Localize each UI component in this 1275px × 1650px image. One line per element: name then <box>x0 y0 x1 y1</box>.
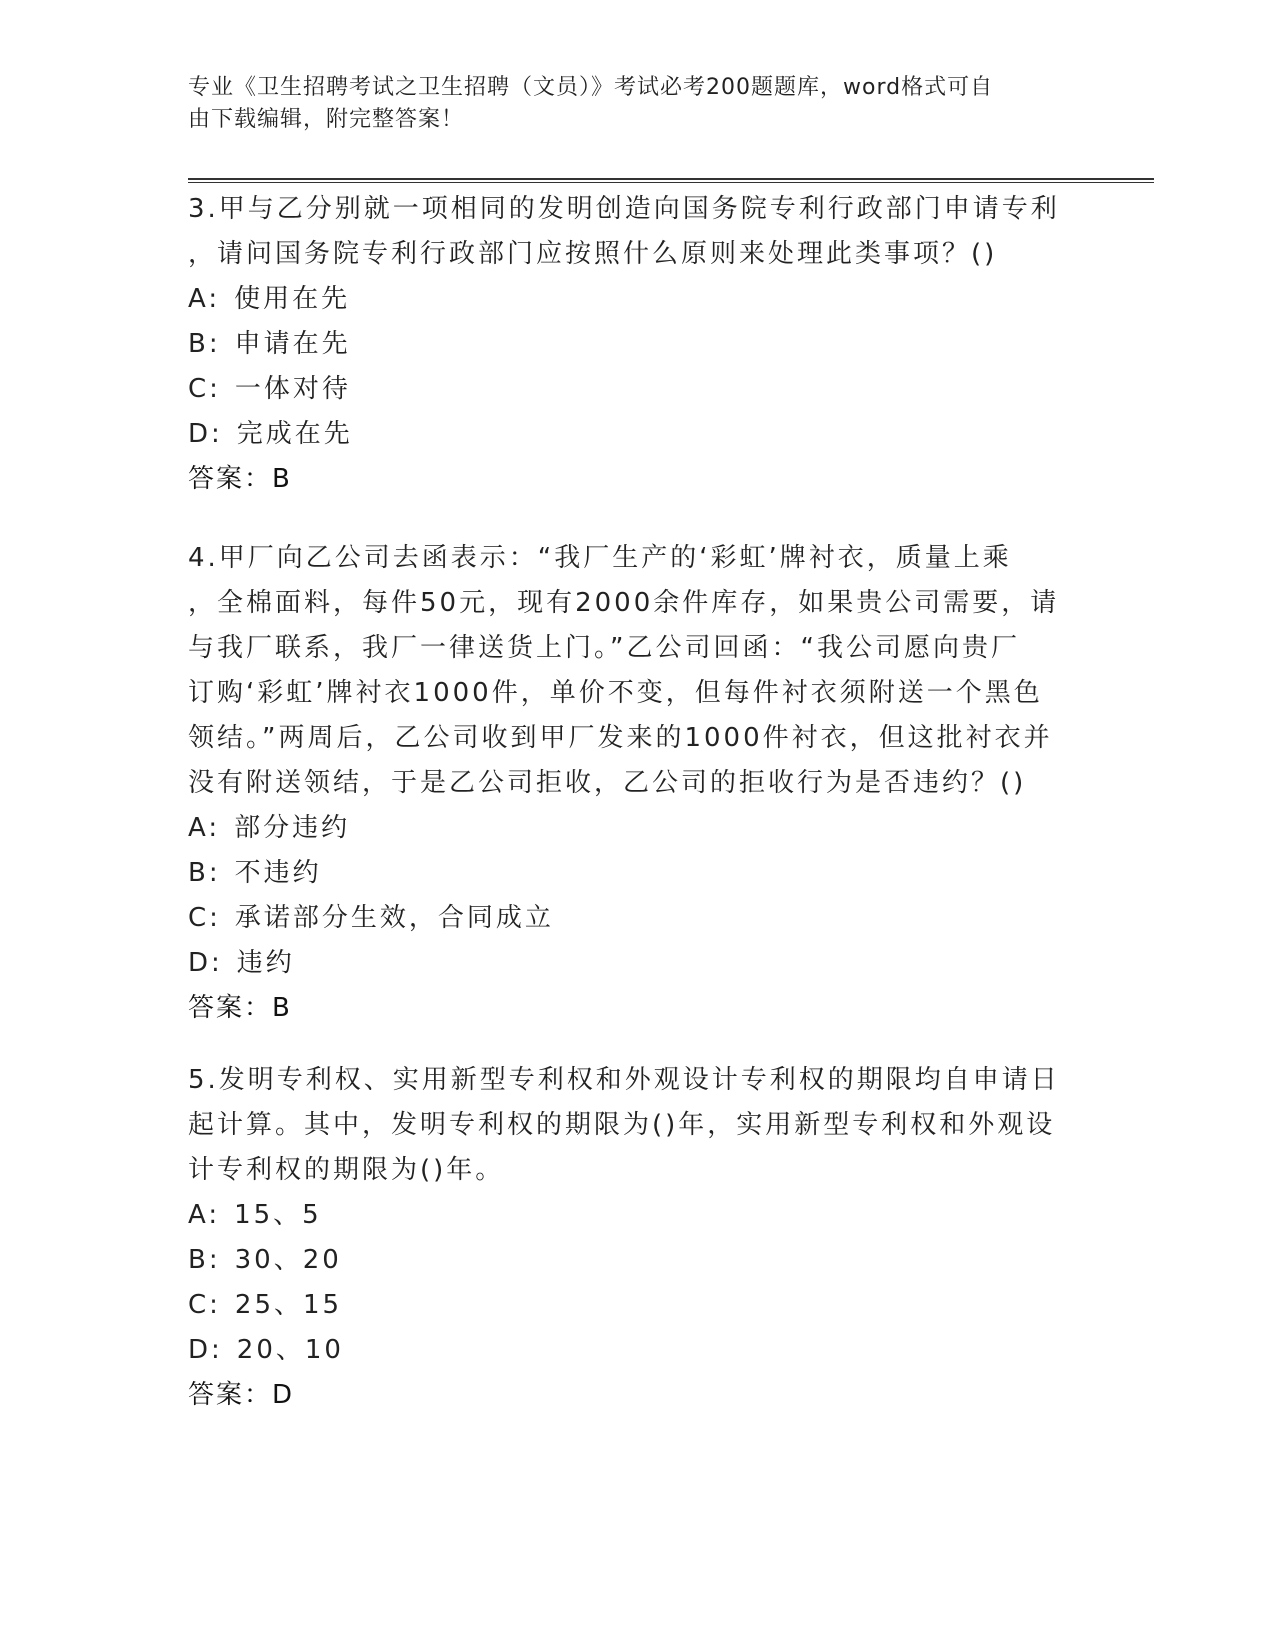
option-letter: D: <box>188 419 223 449</box>
header-line: 由下载编辑，附完整答案！ <box>188 107 465 132</box>
document-header <box>188 72 1068 136</box>
question-text-line: 领结。”两周后，乙公司收到甲厂发来的1000件衬衣，但这批衬衣并 <box>188 723 1053 753</box>
option-letter: C: <box>188 1290 221 1320</box>
option-text: 部分违约 <box>234 813 351 843</box>
option-a <box>188 806 1088 851</box>
question-text-line: ，全棉面料，每件50元，现有2000余件库存，如果贵公司需要，请 <box>188 588 1060 618</box>
option-text: 完成在先 <box>236 419 353 449</box>
question-text-line: 与我厂联系，我厂一律送货上门。”乙公司回函：“我公司愿向贵厂 <box>188 633 1020 663</box>
option-text: 25、15 <box>234 1290 343 1320</box>
option-d <box>188 1328 1088 1373</box>
option-letter: A: <box>188 284 221 314</box>
option-text: 不违约 <box>234 858 322 888</box>
option-text: 使用在先 <box>234 284 351 314</box>
option-text: 15、5 <box>234 1200 322 1230</box>
option-letter: B: <box>188 858 221 888</box>
option-letter: B: <box>188 329 221 359</box>
option-letter: D: <box>188 948 223 978</box>
option-text: 申请在先 <box>234 329 351 359</box>
option-text: 30、20 <box>234 1245 342 1275</box>
option-a <box>188 1193 1088 1238</box>
option-text: 承诺部分生效，合同成立 <box>234 903 554 933</box>
option-letter: C: <box>188 374 221 404</box>
question-5 <box>188 1058 1088 1418</box>
question-text-line: 起计算。其中，发明专利权的期限为()年，实用新型专利权和外观设 <box>188 1110 1056 1140</box>
question-text-line: 4.甲厂向乙公司去函表示：“我厂生产的‘彩虹’牌衬衣，质量上乘 <box>188 543 1012 573</box>
question-text-line: 没有附送领结，于是乙公司拒收，乙公司的拒收行为是否违约？() <box>188 768 1027 798</box>
option-letter: D: <box>188 1335 223 1365</box>
option-c <box>188 367 1088 412</box>
header-divider <box>188 178 1154 183</box>
question-text-line: 计专利权的期限为()年。 <box>188 1155 505 1185</box>
option-text: 20、10 <box>236 1335 344 1365</box>
question-text-line: 5.发明专利权、实用新型专利权和外观设计专利权的期限均自申请日 <box>188 1065 1060 1095</box>
option-c <box>188 896 1088 941</box>
option-b <box>188 1238 1088 1283</box>
question-text-line: 3.甲与乙分别就一项相同的发明创造向国务院专利行政部门申请专利 <box>188 194 1060 224</box>
answer-line: 答案：B <box>188 464 292 494</box>
option-letter: B: <box>188 1245 221 1275</box>
option-d <box>188 412 1088 457</box>
question-text-line: ，请问国务院专利行政部门应按照什么原则来处理此类事项？() <box>188 239 998 269</box>
question-text-line: 订购‘彩虹’牌衬衣1000件，单价不变，但每件衬衣须附送一个黑色 <box>188 678 1043 708</box>
option-b <box>188 851 1088 896</box>
option-text: 一体对待 <box>234 374 351 404</box>
option-b <box>188 322 1088 367</box>
option-letter: C: <box>188 903 221 933</box>
option-letter: A: <box>188 1200 221 1230</box>
header-line: 专业《卫生招聘考试之卫生招聘（文员）》考试必考200题题库，word格式可自 <box>188 75 994 100</box>
question-4 <box>188 536 1088 1031</box>
answer-line: 答案：B <box>188 993 292 1023</box>
option-a <box>188 277 1088 322</box>
question-3 <box>188 187 1088 502</box>
option-letter: A: <box>188 813 221 843</box>
option-c <box>188 1283 1088 1328</box>
option-text: 违约 <box>236 948 295 978</box>
option-d <box>188 941 1088 986</box>
answer-line: 答案：D <box>188 1380 295 1410</box>
